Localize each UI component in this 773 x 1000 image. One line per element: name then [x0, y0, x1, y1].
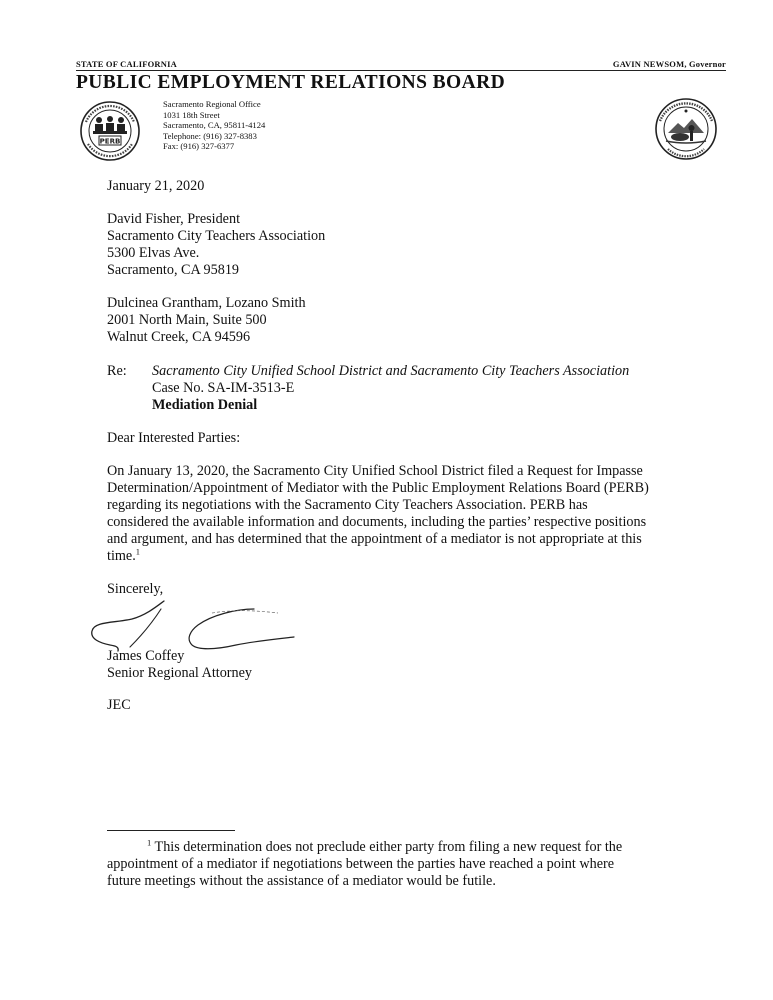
body-line: and argument, and has determined that the appointment of a mediator is not appropriate at this: [107, 531, 642, 547]
case-title: Sacramento City Unified School District and Sacramento City Teachers Association: [152, 363, 630, 379]
recipient-address-1: [107, 211, 325, 279]
footnote-line: This determination does not preclude either party from filing a new request for the: [151, 839, 623, 855]
closing: Sincerely,: [107, 581, 164, 597]
footnote-rule: [107, 830, 235, 831]
subject-line: Mediation Denial: [152, 397, 258, 413]
address-line: 2001 North Main, Suite 500: [107, 312, 267, 328]
recipient-address-2: [107, 295, 306, 346]
governor-label: GAVIN NEWSOM, Governor: [612, 59, 726, 69]
body-line: Determination/Appointment of Mediator with the Public Employment Relations Board (PERB): [107, 480, 649, 496]
state-label: STATE OF CALIFORNIA: [76, 59, 177, 69]
board-name: PUBLIC EMPLOYMENT RELATIONS BOARD: [76, 72, 506, 93]
salutation: Dear Interested Parties:: [107, 430, 241, 446]
body-paragraph: [107, 463, 667, 565]
signer-block: [107, 648, 252, 682]
address-line: Sacramento City Teachers Association: [107, 228, 326, 244]
footnote-reference: 1: [135, 546, 141, 557]
address-line: Walnut Creek, CA 94596: [107, 329, 251, 345]
letter-date: January 21, 2020: [107, 178, 205, 194]
signer-name: James Coffey: [107, 648, 185, 664]
address-line: 5300 Elvas Ave.: [107, 245, 200, 261]
office-line: Sacramento, CA, 95811-4124: [163, 120, 266, 131]
re-block: [152, 363, 629, 414]
office-line: 1031 18th Street: [163, 109, 220, 120]
body-line: time.: [107, 548, 136, 564]
typist-initials: JEC: [107, 697, 131, 713]
address-line: David Fisher, President: [107, 211, 241, 227]
office-line: Fax: (916) 327-6377: [163, 141, 235, 152]
re-label: Re:: [107, 363, 127, 379]
perb-seal-text: PERB: [99, 137, 121, 146]
body-line: considered the available information and documents, including the parties’ respective positions: [107, 514, 647, 530]
footnote-line: future meetings without the assistance of a mediator would be futile.: [107, 873, 496, 889]
office-address-block: [163, 99, 265, 152]
perb-seal: [72, 100, 148, 162]
state-seal: [648, 97, 724, 161]
address-line: Sacramento, CA 95819: [107, 262, 240, 278]
footnote: [107, 839, 622, 890]
address-line: Dulcinea Grantham, Lozano Smith: [107, 295, 306, 311]
body-line: regarding its negotiations with the Sacramento City Teachers Association. PERB has: [107, 497, 588, 513]
footnote-number: 1: [147, 837, 152, 848]
signer-title: Senior Regional Attorney: [107, 665, 253, 681]
footnote-line-first: [107, 839, 622, 856]
footnote-line: appointment of a mediator if negotiations between the parties have reached a point where: [107, 856, 615, 872]
body-line: On January 13, 2020, the Sacramento City Unified School District filed a Request for Impasse: [107, 463, 643, 479]
header-rule: [76, 70, 726, 71]
case-number: Case No. SA-IM-3513-E: [152, 380, 295, 396]
body-line-last: [107, 548, 667, 565]
office-line: Sacramento Regional Office: [163, 99, 261, 109]
office-line: Telephone: (916) 327-8383: [163, 130, 257, 141]
